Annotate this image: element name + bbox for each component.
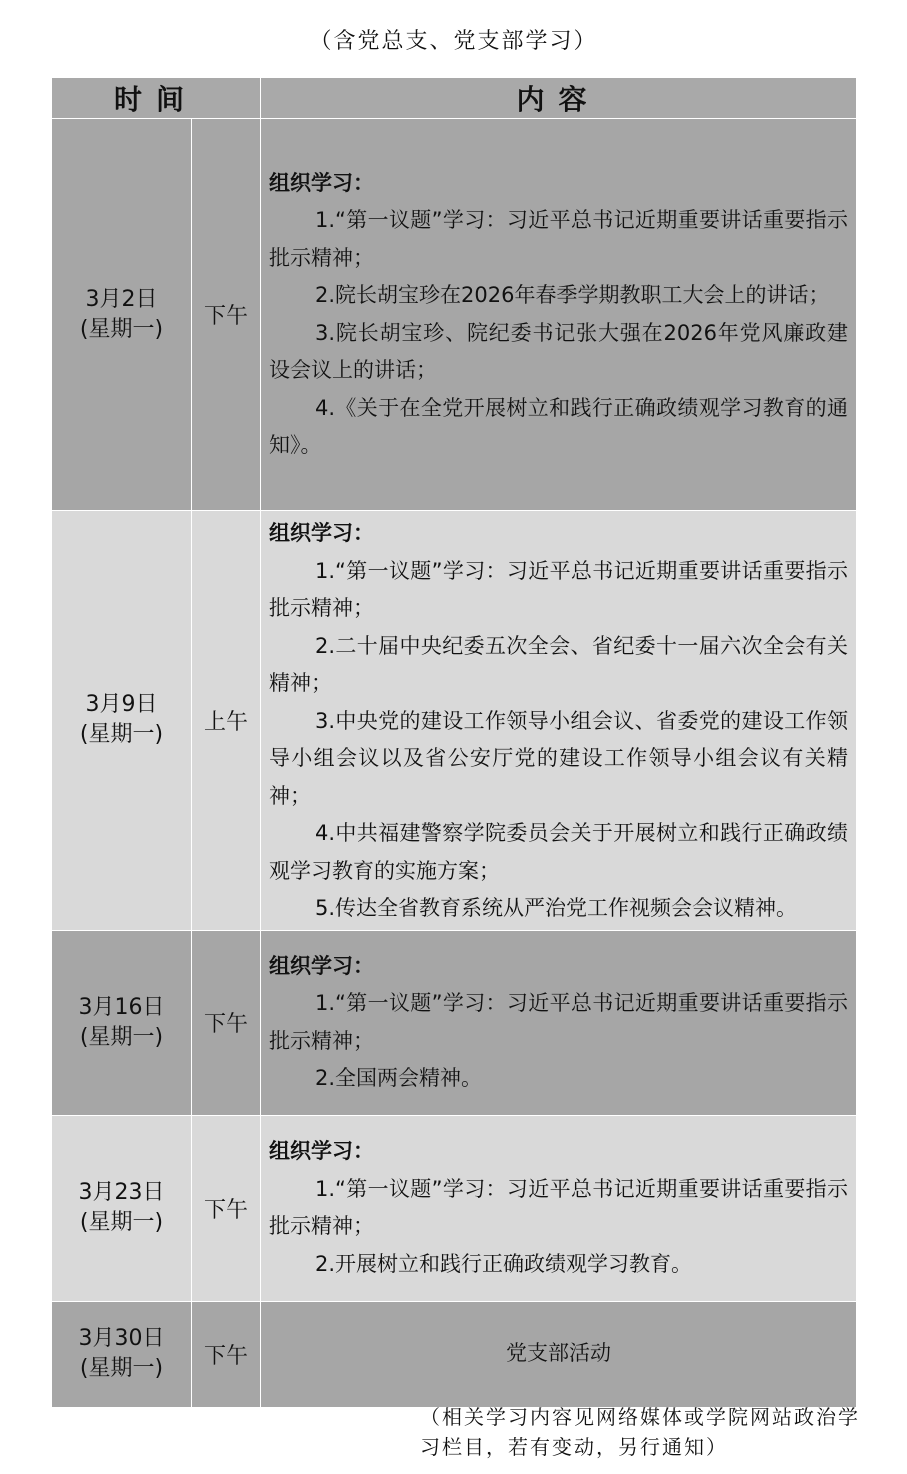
list-item: 1.“第一议题”学习：习近平总书记近期重要讲话重要指示批示精神；	[269, 991, 849, 1053]
date-cell	[52, 1301, 192, 1407]
table-row	[52, 930, 857, 1115]
list-item: 5.传达全省教育系统从严治党工作视频会会议精神。	[315, 896, 798, 920]
list-item: 3.中央党的建设工作领导小组会议、省委党的建设工作领导小组会议以及省公安厅党的建设工作领导小组会议有关精神；	[269, 708, 849, 808]
date-cell	[52, 1115, 192, 1301]
weekday-text: (星期一)	[79, 1024, 164, 1050]
content-cell	[261, 1115, 857, 1301]
period-cell: 下午	[192, 1301, 261, 1407]
content-heading: 组织学习：	[269, 953, 375, 978]
header-time: 时间	[52, 78, 261, 119]
date-cell	[52, 511, 192, 931]
date-text: 3月16日	[78, 994, 165, 1020]
weekday-text: (星期一)	[79, 316, 164, 342]
study-schedule-table	[51, 77, 857, 1408]
date-text: 3月9日	[85, 692, 158, 718]
weekday-text: (星期一)	[79, 1356, 164, 1381]
period-cell: 下午	[192, 119, 261, 511]
list-item: 2.开展树立和践行正确政绩观学习教育。	[315, 1251, 693, 1276]
date-text: 3月2日	[85, 286, 158, 312]
content-cell	[261, 511, 857, 931]
list-item: 2.全国两会精神。	[315, 1066, 483, 1090]
date-cell	[52, 930, 192, 1115]
date-text: 3月30日	[78, 1326, 165, 1351]
header-content: 内容	[261, 78, 857, 119]
table-row	[52, 119, 857, 511]
content-heading: 组织学习：	[269, 1139, 375, 1163]
table-row	[52, 1301, 857, 1407]
period-cell: 下午	[192, 930, 261, 1115]
period-cell: 上午	[192, 511, 261, 931]
list-item: 2.院长胡宝珍在2026年春季学期教职工大会上的讲话；	[315, 283, 830, 307]
content-heading: 组织学习：	[269, 170, 375, 195]
content-cell	[261, 930, 857, 1115]
content-cell	[261, 119, 857, 511]
list-item: 4.中共福建警察学院委员会关于开展树立和践行正确政绩观学习教育的实施方案；	[269, 821, 849, 883]
footnote: （相关学习内容见网络媒体或学院网站政治学习栏目，若有变动，另行通知）	[420, 1405, 860, 1459]
list-item: 3.院长胡宝珍、院纪委书记张大强在2026年党风廉政建设会议上的讲话；	[269, 320, 849, 382]
list-item: 4.《关于在全党开展树立和践行正确政绩观学习教育的通知》。	[269, 395, 849, 457]
table-row	[52, 511, 857, 931]
list-item: 2.二十届中央纪委五次全会、省纪委十一届六次全会有关精神；	[269, 633, 849, 695]
weekday-text: (星期一)	[79, 722, 164, 748]
list-item: 1.“第一议题”学习：习近平总书记近期重要讲话重要指示批示精神；	[269, 558, 849, 620]
activity-cell: 党支部活动	[261, 1301, 857, 1407]
document-subtitle: （含党总支、党支部学习）	[309, 29, 598, 54]
date-cell	[52, 119, 192, 511]
weekday-text: (星期一)	[79, 1210, 164, 1235]
content-heading: 组织学习：	[269, 521, 375, 545]
list-item: 1.“第一议题”学习：习近平总书记近期重要讲话重要指示批示精神；	[269, 208, 849, 270]
table-row	[52, 1115, 857, 1301]
period-cell: 下午	[192, 1115, 261, 1301]
list-item: 1.“第一议题”学习：习近平总书记近期重要讲话重要指示批示精神；	[269, 1176, 849, 1238]
date-text: 3月23日	[78, 1180, 165, 1205]
